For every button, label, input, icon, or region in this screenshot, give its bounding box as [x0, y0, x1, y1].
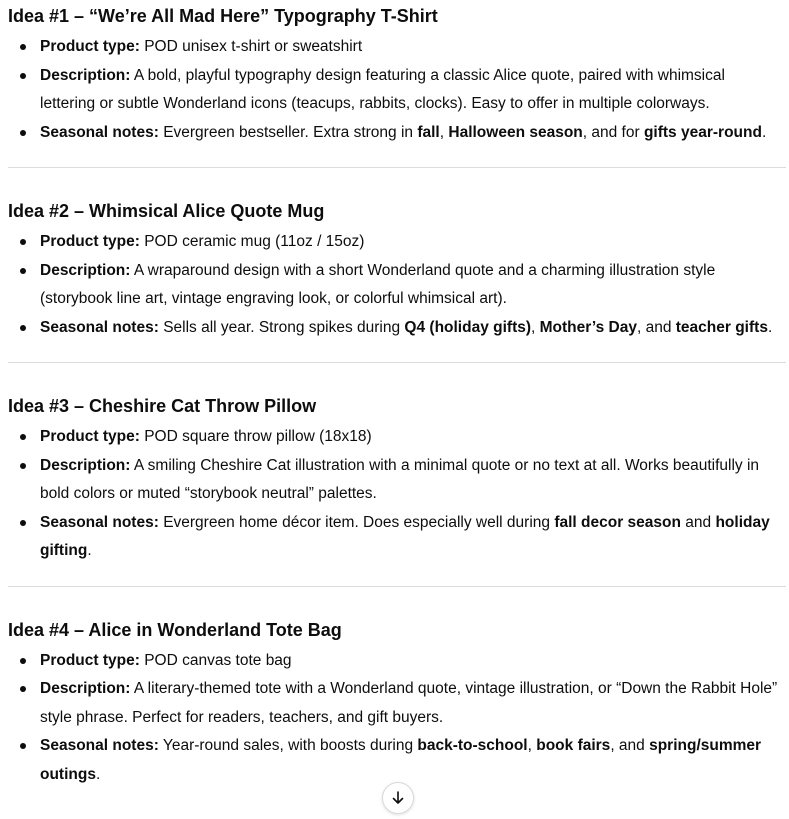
seasonal-text: ,: [527, 737, 537, 754]
seasonal-text: .: [95, 765, 101, 783]
seasonal-text: Evergreen home décor item. Does especially well during: [163, 513, 555, 531]
scroll-to-bottom-button[interactable]: [382, 782, 414, 814]
seasonal-text: Sells all year. Strong spikes during: [163, 318, 405, 336]
product-type-item: [40, 228, 781, 257]
description-value: A bold, playful typography design featuring a classic Alice quote, paired with whimsical lettering or subtle Wonderland icons (teacups, rabbits, clocks). Easy to offer in multiple colorways.: [40, 66, 725, 112]
seasonal-notes-item: [40, 509, 781, 566]
seasonal-text: Evergreen bestseller. Extra strong in: [163, 123, 418, 141]
product-type-value: POD canvas tote bag: [144, 651, 292, 669]
idea-details: [8, 423, 781, 566]
seasonal-highlight: Mother’s Day: [539, 318, 637, 336]
seasonal-notes-label: Seasonal notes:: [40, 123, 159, 141]
seasonal-highlight: fall decor season: [554, 513, 681, 531]
description-value: A wraparound design with a short Wonderland quote and a charming illustration style (storybook line art, vintage engraving look, or colorful whimsical art).: [40, 261, 716, 307]
description-item: [40, 452, 781, 509]
idea-section-3: [0, 363, 789, 566]
seasonal-highlight: Q4 (holiday gifts): [404, 318, 532, 336]
seasonal-notes-label: Seasonal notes:: [40, 737, 159, 754]
idea-details: [8, 228, 781, 342]
product-type-label: Product type:: [40, 428, 140, 445]
seasonal-highlight: gifts year-round: [643, 123, 762, 141]
product-type-item: [40, 33, 781, 62]
seasonal-notes-label: Seasonal notes:: [40, 513, 159, 531]
idea-details: [8, 647, 781, 790]
seasonal-notes-item: [40, 732, 781, 789]
seasonal-text: .: [87, 542, 92, 559]
product-type-item: [40, 647, 781, 676]
seasonal-highlight: book fairs: [536, 737, 611, 754]
description-label: Description:: [40, 66, 131, 84]
description-item: [40, 675, 781, 732]
idea-title: Idea #2 – Whimsical Alice Quote Mug: [8, 201, 325, 221]
seasonal-highlight: Halloween season: [448, 123, 583, 141]
product-type-item: [40, 423, 781, 452]
product-type-value: POD unisex t-shirt or sweatshirt: [144, 38, 363, 55]
description-item: [40, 62, 781, 119]
seasonal-highlight: fall: [417, 123, 440, 141]
description-value: A smiling Cheshire Cat illustration with a minimal quote or no text at all. Works beautifully in bold colors or muted “storybook neutral” palettes.: [40, 456, 760, 502]
seasonal-highlight: holiday gifting: [40, 513, 770, 559]
product-type-label: Product type:: [40, 651, 140, 669]
seasonal-text: and: [680, 513, 716, 531]
seasonal-highlight: back-to-school: [417, 737, 528, 754]
seasonal-highlight: teacher gifts: [675, 318, 768, 336]
seasonal-text: .: [767, 318, 773, 336]
idea-title: Idea #1 – “We’re All Mad Here” Typography T-Shirt: [8, 6, 438, 26]
description-item: [40, 257, 781, 314]
idea-details: [8, 33, 781, 147]
seasonal-text: .: [761, 123, 767, 141]
seasonal-text: ,: [531, 318, 540, 336]
arrow-down-icon: [390, 790, 406, 806]
description-label: Description:: [40, 456, 131, 474]
idea-section-4: [0, 587, 789, 790]
idea-title: Idea #4 – Alice in Wonderland Tote Bag: [8, 619, 342, 640]
idea-section-2: [0, 168, 789, 342]
description-label: Description:: [40, 680, 131, 697]
product-type-value: POD ceramic mug (11oz / 15oz): [144, 233, 365, 250]
idea-title: Idea #3 – Cheshire Cat Throw Pillow: [8, 396, 317, 416]
product-type-label: Product type:: [40, 38, 140, 55]
product-type-label: Product type:: [40, 233, 140, 250]
description-label: Description:: [40, 261, 131, 279]
description-value: A literary-themed tote with a Wonderland quote, vintage illustration, or “Down the Rabbit Hole” style phrase. Perfect for readers, teachers, and gift buyers.: [40, 680, 778, 726]
seasonal-notes-item: [40, 119, 781, 148]
seasonal-text: ,: [439, 123, 449, 141]
product-type-value: POD square throw pillow (18x18): [144, 428, 372, 445]
seasonal-text: , and for: [582, 123, 644, 141]
seasonal-text: , and: [610, 737, 650, 754]
seasonal-notes-item: [40, 314, 781, 343]
seasonal-notes-label: Seasonal notes:: [40, 318, 159, 336]
seasonal-text: Year-round sales, with boosts during: [162, 737, 418, 754]
idea-section-1: [0, 0, 789, 147]
seasonal-highlight: spring/summer outings: [40, 737, 762, 783]
seasonal-text: , and: [636, 318, 676, 336]
